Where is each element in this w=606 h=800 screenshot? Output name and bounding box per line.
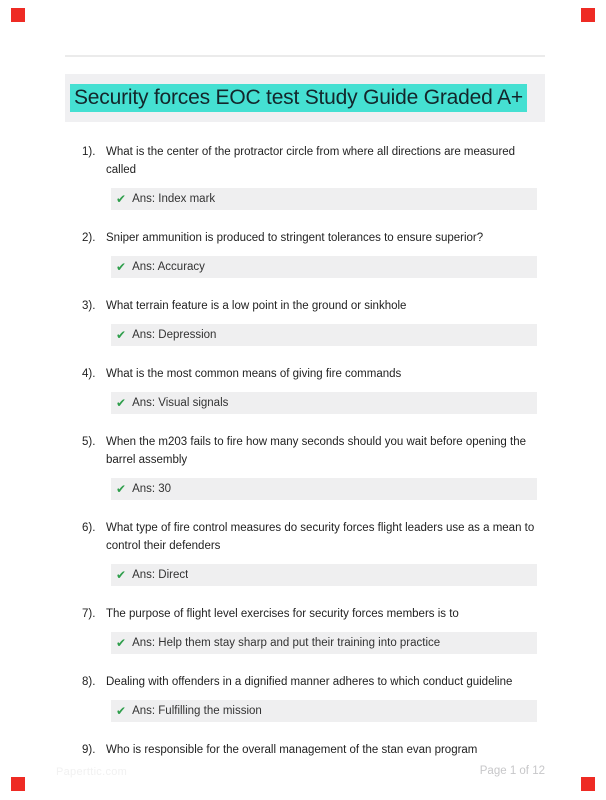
watermark-text: Paperttic.com [56, 766, 128, 778]
question-text: What is the center of the protractor circle from where all directions are measured called [106, 146, 516, 176]
corner-mark-bottom-right [581, 777, 595, 791]
question-text: The purpose of flight level exercises for security forces members is to [106, 608, 459, 620]
question-number: 8). [82, 676, 96, 688]
qa-item [65, 519, 545, 586]
question-body [106, 229, 545, 278]
question-body [106, 673, 545, 722]
question-body [106, 365, 545, 414]
answer-text: Ans: Visual signals [132, 397, 229, 409]
question-text: When the m203 fails to fire how many seconds should you wait before opening the barrel assembly [106, 436, 526, 466]
answer-text: Ans: Accuracy [132, 261, 205, 273]
answer-text: Ans: Depression [132, 329, 217, 341]
qa-item [65, 143, 545, 210]
corner-mark-top-left [11, 8, 25, 22]
answer-bar [111, 700, 537, 722]
header-divider [65, 55, 545, 57]
answer-text: Ans: Direct [132, 569, 189, 581]
question-number: 6). [82, 522, 96, 534]
page-content [65, 0, 545, 778]
question-body [106, 605, 545, 654]
check-icon: ✔ [116, 636, 127, 650]
check-icon: ✔ [116, 396, 127, 410]
question-body [106, 433, 545, 500]
question-body [106, 519, 545, 586]
check-icon: ✔ [116, 328, 127, 342]
corner-mark-top-right [581, 8, 595, 22]
question-text: Dealing with offenders in a dignified manner adheres to which conduct guideline [106, 676, 513, 688]
page-number: Page 1 of 12 [479, 765, 545, 777]
answer-text: Ans: Index mark [132, 193, 216, 205]
question-body [106, 143, 545, 210]
qa-item [65, 229, 545, 278]
qa-item [65, 365, 545, 414]
question-body [106, 297, 545, 346]
check-icon: ✔ [116, 260, 127, 274]
answer-bar [111, 324, 537, 346]
title-block [65, 74, 545, 122]
question-list [65, 143, 545, 759]
check-icon: ✔ [116, 704, 127, 718]
question-text: Sniper ammunition is produced to stringent tolerances to ensure superior? [106, 232, 484, 244]
question-body [106, 741, 545, 759]
qa-item [65, 433, 545, 500]
question-text: What type of fire control measures do security forces flight leaders use as a mean to control their defenders [106, 522, 535, 552]
answer-bar [111, 256, 537, 278]
qa-item [65, 741, 545, 759]
question-number: 4). [82, 368, 96, 380]
question-number: 7). [82, 608, 96, 620]
question-text: What terrain feature is a low point in the ground or sinkhole [106, 300, 407, 312]
question-number: 5). [82, 436, 96, 448]
answer-bar [111, 478, 537, 500]
qa-item [65, 297, 545, 346]
question-text: Who is responsible for the overall management of the stan evan program [106, 744, 478, 756]
qa-item [65, 605, 545, 654]
answer-bar [111, 632, 537, 654]
question-number: 3). [82, 300, 96, 312]
check-icon: ✔ [116, 192, 127, 206]
check-icon: ✔ [116, 568, 127, 582]
check-icon: ✔ [116, 482, 127, 496]
qa-item [65, 673, 545, 722]
answer-bar [111, 392, 537, 414]
answer-bar [111, 564, 537, 586]
corner-mark-bottom-left [11, 777, 25, 791]
answer-text: Ans: 30 [132, 483, 172, 495]
answer-text: Ans: Help them stay sharp and put their training into practice [132, 637, 441, 649]
question-number: 1). [82, 146, 96, 158]
page-title: Security forces EOC test Study Guide Graded A+ [70, 84, 527, 112]
answer-text: Ans: Fulfilling the mission [132, 705, 262, 717]
question-number: 2). [82, 232, 96, 244]
question-number: 9). [82, 744, 96, 756]
question-text: What is the most common means of giving fire commands [106, 368, 402, 380]
answer-bar [111, 188, 537, 210]
